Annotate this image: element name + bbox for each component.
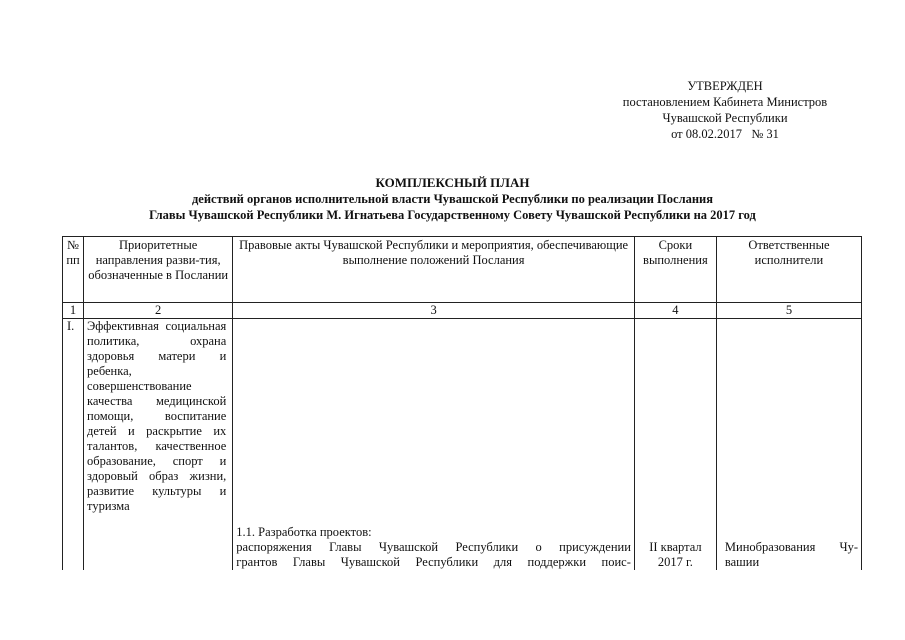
header-number: № пп bbox=[63, 237, 84, 303]
section-action bbox=[233, 319, 635, 571]
table-row bbox=[63, 319, 862, 571]
approval-date-number: от 08.02.2017 № 31 bbox=[671, 127, 779, 141]
executor-line: Минобразования Чу- bbox=[724, 540, 858, 554]
column-number: 3 bbox=[233, 303, 635, 319]
action-heading: 1.1. Разработка проектов: bbox=[236, 525, 372, 539]
column-number: 2 bbox=[84, 303, 233, 319]
term-line: II квартал bbox=[649, 540, 702, 554]
action-line: распоряжения Главы Чувашской Республики о присуждении bbox=[236, 540, 631, 554]
column-number-row bbox=[63, 303, 862, 319]
header-acts: Правовые акты Чувашской Республики и мероприятия, обеспечивающие выполнение положений Послания bbox=[233, 237, 635, 303]
section-direction: Эффективная социальная политика, охрана здоровья матери и ребенка, совершенствование качества медицинской помощи, воспитание детей и раскрытие их талантов, качественное образование, спорт и здоровый образ жизни, развитие культуры и туризма bbox=[84, 319, 233, 571]
section-executor bbox=[716, 319, 861, 571]
section-term bbox=[634, 319, 716, 571]
approval-stamp bbox=[600, 78, 850, 142]
column-number: 1 bbox=[63, 303, 84, 319]
title-main: КОМПЛЕКСНЫЙ ПЛАН bbox=[375, 175, 530, 190]
approval-republic: Чувашской Республики bbox=[662, 111, 788, 125]
document-title bbox=[40, 174, 865, 223]
approval-title: УТВЕРЖДЕН bbox=[687, 79, 763, 93]
plan-table bbox=[62, 236, 862, 570]
title-subtitle-1: действий органов исполнительной власти Чувашской Республики по реализации Послания bbox=[191, 192, 714, 206]
column-number: 4 bbox=[634, 303, 716, 319]
column-number: 5 bbox=[716, 303, 861, 319]
section-number: I. bbox=[63, 319, 84, 571]
term-line: 2017 г. bbox=[657, 555, 693, 569]
title-subtitle-2: Главы Чувашской Республики М. Игнатьева Государственному Совету Чувашской Республики на 2017 год bbox=[149, 208, 756, 222]
header-direction: Приоритетные направления разви-тия, обозначенные в Послании bbox=[84, 237, 233, 303]
action-line: грантов Главы Чувашской Республики для поддержки поис- bbox=[236, 555, 631, 569]
header-terms: Сроки выполнения bbox=[634, 237, 716, 303]
executor-line: вашии bbox=[724, 555, 760, 569]
approval-by: постановлением Кабинета Министров bbox=[622, 95, 828, 109]
header-executors: Ответственные исполнители bbox=[716, 237, 861, 303]
table-header-row bbox=[63, 237, 862, 303]
